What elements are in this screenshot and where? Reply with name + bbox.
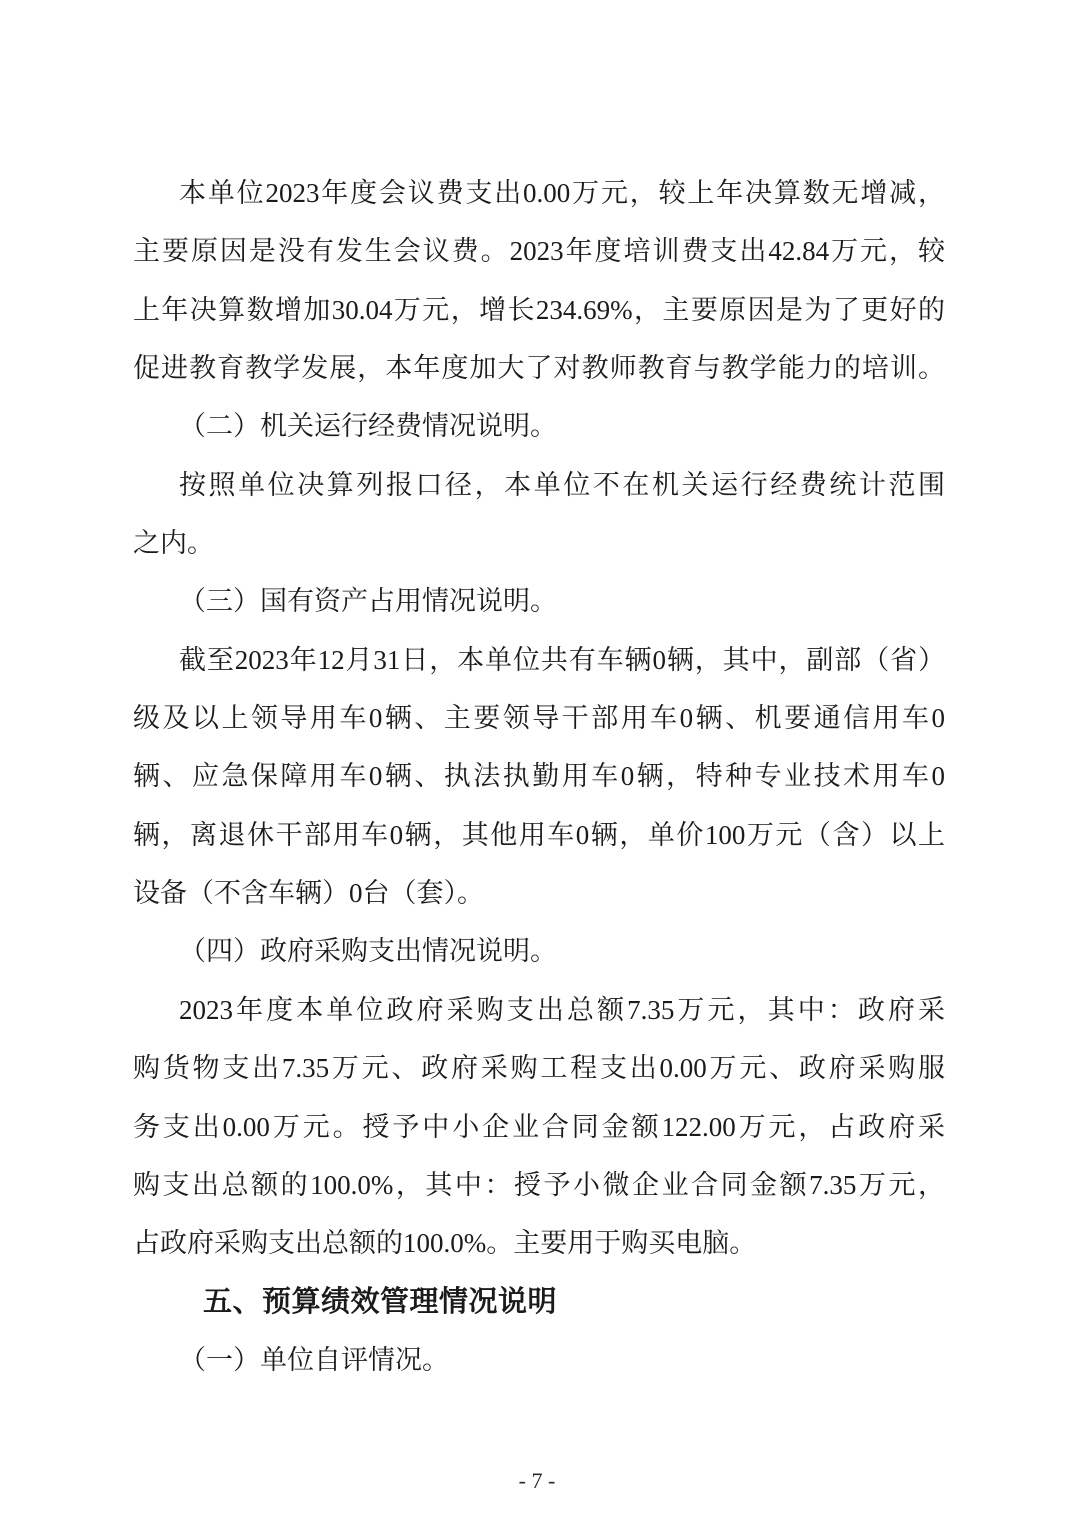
- text-line: 之内。: [133, 528, 214, 559]
- text-line: 购支出总额的100.0%，其中：授予小微企业合同金额7.35万元，: [133, 1169, 945, 1200]
- text-line: 上年决算数增加30.04万元，增长234.69%，主要原因是为了更好的: [133, 294, 945, 325]
- text-line: 2023年度本单位政府采购支出总额7.35万元，其中：政府采: [179, 994, 945, 1025]
- text-line: （二）机关运行经费情况说明。: [179, 411, 557, 442]
- text-line: 按照单位决算列报口径，本单位不在机关运行经费统计范围: [179, 469, 945, 500]
- text-line: 设备（不含车辆）0台（套）。: [133, 878, 484, 909]
- text-line: （一）单位自评情况。: [179, 1344, 449, 1375]
- text-line: 级及以上领导用车0辆、主要领导干部用车0辆、机要通信用车0: [133, 703, 945, 734]
- text-line: 截至2023年12月31日，本单位共有车辆0辆，其中，副部（省）: [179, 644, 945, 675]
- text-line: （三）国有资产占用情况说明。: [179, 586, 557, 617]
- text-line: 购货物支出7.35万元、政府采购工程支出0.00万元、政府采购服: [133, 1053, 945, 1084]
- text-line: 辆，离退休干部用车0辆，其他用车0辆，单价100万元（含）以上: [133, 819, 945, 850]
- text-line: 辆、应急保障用车0辆、执法执勤用车0辆，特种专业技术用车0: [133, 761, 945, 792]
- text-line: 务支出0.00万元。授予中小企业合同金额122.00万元，占政府采: [133, 1111, 945, 1142]
- text-line: 本单位2023年度会议费支出0.00万元，较上年决算数无增减，: [179, 178, 945, 208]
- text-line: 主要原因是没有发生会议费。2023年度培训费支出42.84万元，较: [133, 236, 945, 267]
- text-line: 占政府采购支出总额的100.0%。主要用于购买电脑。: [133, 1228, 757, 1259]
- document-body: [133, 164, 945, 1389]
- section-heading: 五、预算绩效管理情况说明: [203, 1285, 558, 1318]
- text-line: 促进教育教学发展，本年度加大了对教师教育与教学能力的培训。: [133, 353, 945, 384]
- page-number: - 7 -: [518, 1468, 556, 1493]
- text-line: （四）政府采购支出情况说明。: [179, 936, 557, 967]
